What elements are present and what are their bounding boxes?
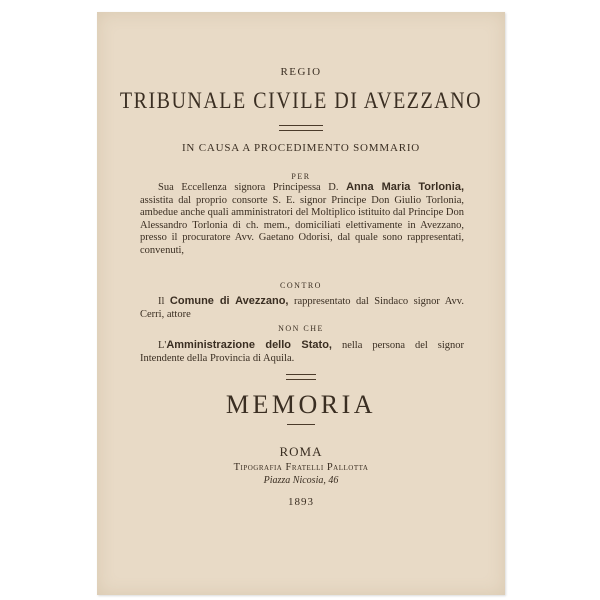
- non-che-label: NON CHE: [278, 324, 324, 333]
- imprint-year: 1893: [288, 496, 314, 508]
- per-label: PER: [291, 172, 311, 181]
- causa-heading: IN CAUSA A PROCEDIMENTO SOMMARIO: [181, 142, 421, 154]
- memoria-title: MEMORIA: [225, 390, 377, 419]
- party-3-rest: nella persona del signor Intendente della Provincia di Aquila.: [140, 340, 465, 364]
- party-2-paragraph: [140, 295, 464, 321]
- party-2-pre: Il: [158, 296, 165, 307]
- imprint-city: ROMA: [279, 444, 323, 459]
- regio-label: REGIO: [280, 66, 322, 78]
- party-2-name: Comune di Avezzano,: [169, 295, 289, 307]
- party-2-rest: rappresentato dal Sindaco signor Avv. Cerri, attore: [140, 296, 465, 320]
- party-3-pre: L': [158, 340, 167, 351]
- double-rule-top: [279, 125, 323, 131]
- party-1-paragraph: [140, 181, 464, 257]
- imprint-printer: Tipografia Fratelli Pallotta: [233, 462, 369, 473]
- party-1-pre: Sua Eccellenza signora Principessa D.: [158, 182, 339, 193]
- tribunal-title: TRIBUNALE CIVILE DI AVEZZANO: [119, 88, 483, 114]
- double-rule-middle: [286, 374, 316, 380]
- party-1-name: Anna Maria Torlonia,: [346, 181, 465, 193]
- single-rule: [287, 424, 315, 425]
- party-1-rest: assistita dal proprio consorte S. E. signor Principe Don Giulio Torlonia, ambedue anche quali amministratori del Moltiplico istituito dal Principe Don Alessandro Torlonia di ch. mem., domiciliati elettivamente in Avezzano, presso il procuratore Avv. Gaetano Odorisi, dal quale sono rappresentati, convenuti,: [140, 194, 464, 256]
- party-3-name: Amministrazione dello Stato,: [166, 339, 332, 351]
- document-page: [97, 12, 505, 595]
- party-3-paragraph: [140, 339, 464, 365]
- imprint-address: Piazza Nicosia, 46: [263, 475, 339, 486]
- contro-label: CONTRO: [280, 281, 322, 290]
